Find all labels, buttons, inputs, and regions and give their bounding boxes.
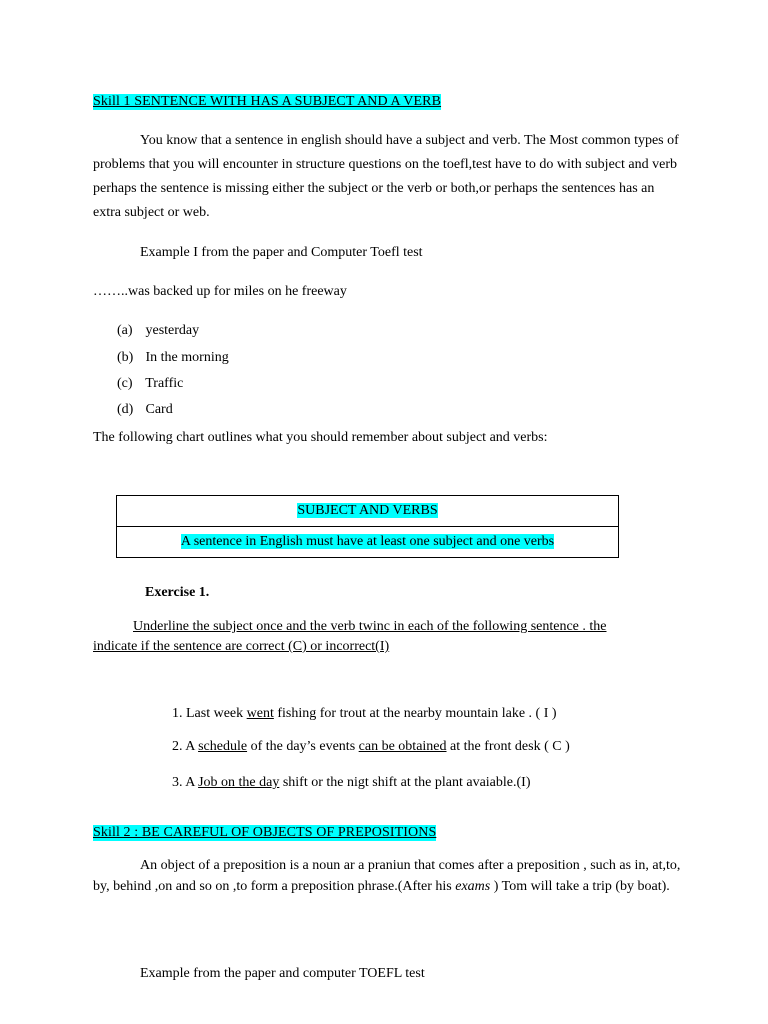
- option-d-label: (d): [117, 402, 134, 417]
- option-c: [117, 376, 183, 392]
- chart-intro: The following chart outlines what you should remember about subject and verbs:: [93, 430, 548, 445]
- item-2-verb: can be obtained: [358, 739, 447, 754]
- skill2-paragraph-a: An object of a preposition is a noun ar a praniun that comes after a preposition , such as in, at,to, by, behind ,on and so on ,to form a preposition phrase.(After his: [93, 858, 681, 894]
- option-a-text: yesterday: [145, 323, 200, 338]
- skill2-heading: Skill 2 : BE CAREFUL OF OBJECTS OF PREPOSITIONS: [93, 825, 437, 840]
- skill1-paragraph: [93, 129, 683, 225]
- exercise-item-2: [172, 739, 570, 755]
- option-a-label: (a): [117, 323, 133, 338]
- item-2-after: at the front desk ( C ): [446, 739, 570, 754]
- skill2-example-intro: Example from the paper and computer TOEFL test: [140, 966, 425, 981]
- subject-verbs-chart: [116, 495, 619, 558]
- item-1-number: 1.: [172, 706, 183, 721]
- item-3-after: shift or the nigt shift at the plant avaiable.(I): [279, 775, 531, 790]
- option-c-label: (c): [117, 376, 133, 391]
- item-2-subject: schedule: [198, 739, 248, 754]
- skill2-paragraph-b: ) Tom will take a trip (by boat).: [490, 879, 670, 894]
- skill1-heading: Skill 1 SENTENCE WITH HAS A SUBJECT AND A VERB: [93, 94, 442, 109]
- option-c-text: Traffic: [145, 376, 184, 391]
- chart-header-cell: [117, 496, 619, 527]
- exercise-instruction-line2: indicate if the sentence are correct (C) or incorrect(I): [93, 639, 390, 654]
- item-3-number: 3.: [172, 775, 183, 790]
- option-b-label: (b): [117, 350, 134, 365]
- option-b: [117, 350, 229, 366]
- option-d-text: Card: [145, 402, 173, 417]
- item-3-subject: Job on the day: [198, 775, 280, 790]
- item-2-number: 2.: [172, 739, 183, 754]
- item-2-before: A: [185, 739, 199, 754]
- item-2-mid: of the day’s events: [247, 739, 359, 754]
- item-1-after: fishing for trout at the nearby mountain lake . ( I ): [273, 706, 557, 721]
- skill1-paragraph-text: You know that a sentence in english should have a subject and verb. The Most common types of problems that you will encounter in structure questions on the toefl,test have to do with subject and verb perhaps the sentence is missing either the subject or the verb or both,or perhaps the sentences has an extra subject or web.: [93, 133, 679, 220]
- chart-row: A sentence in English must have at least one subject and one verbs: [180, 534, 555, 549]
- item-3-before: A: [185, 775, 199, 790]
- exercise-instruction-line1: Underline the subject once and the verb twinc in each of the following sentence . the: [133, 619, 607, 634]
- exercise-title: Exercise 1.: [145, 585, 210, 600]
- skill1-example-intro: Example I from the paper and Computer Toefl test: [140, 245, 423, 260]
- skill1-question: ……..was backed up for miles on he freeway: [93, 284, 347, 299]
- item-1-verb: went: [246, 706, 274, 721]
- option-b-text: In the morning: [145, 350, 229, 365]
- option-a: [117, 323, 199, 339]
- skill2-paragraph: [93, 855, 685, 897]
- exercise-item-3: [172, 775, 531, 791]
- chart-header: SUBJECT AND VERBS: [297, 503, 438, 518]
- skill2-paragraph-italic: exams: [455, 879, 491, 894]
- option-d: [117, 402, 173, 418]
- item-1-before: Last week: [186, 706, 247, 721]
- exercise-item-1: [172, 706, 557, 722]
- chart-row-cell: [117, 527, 619, 558]
